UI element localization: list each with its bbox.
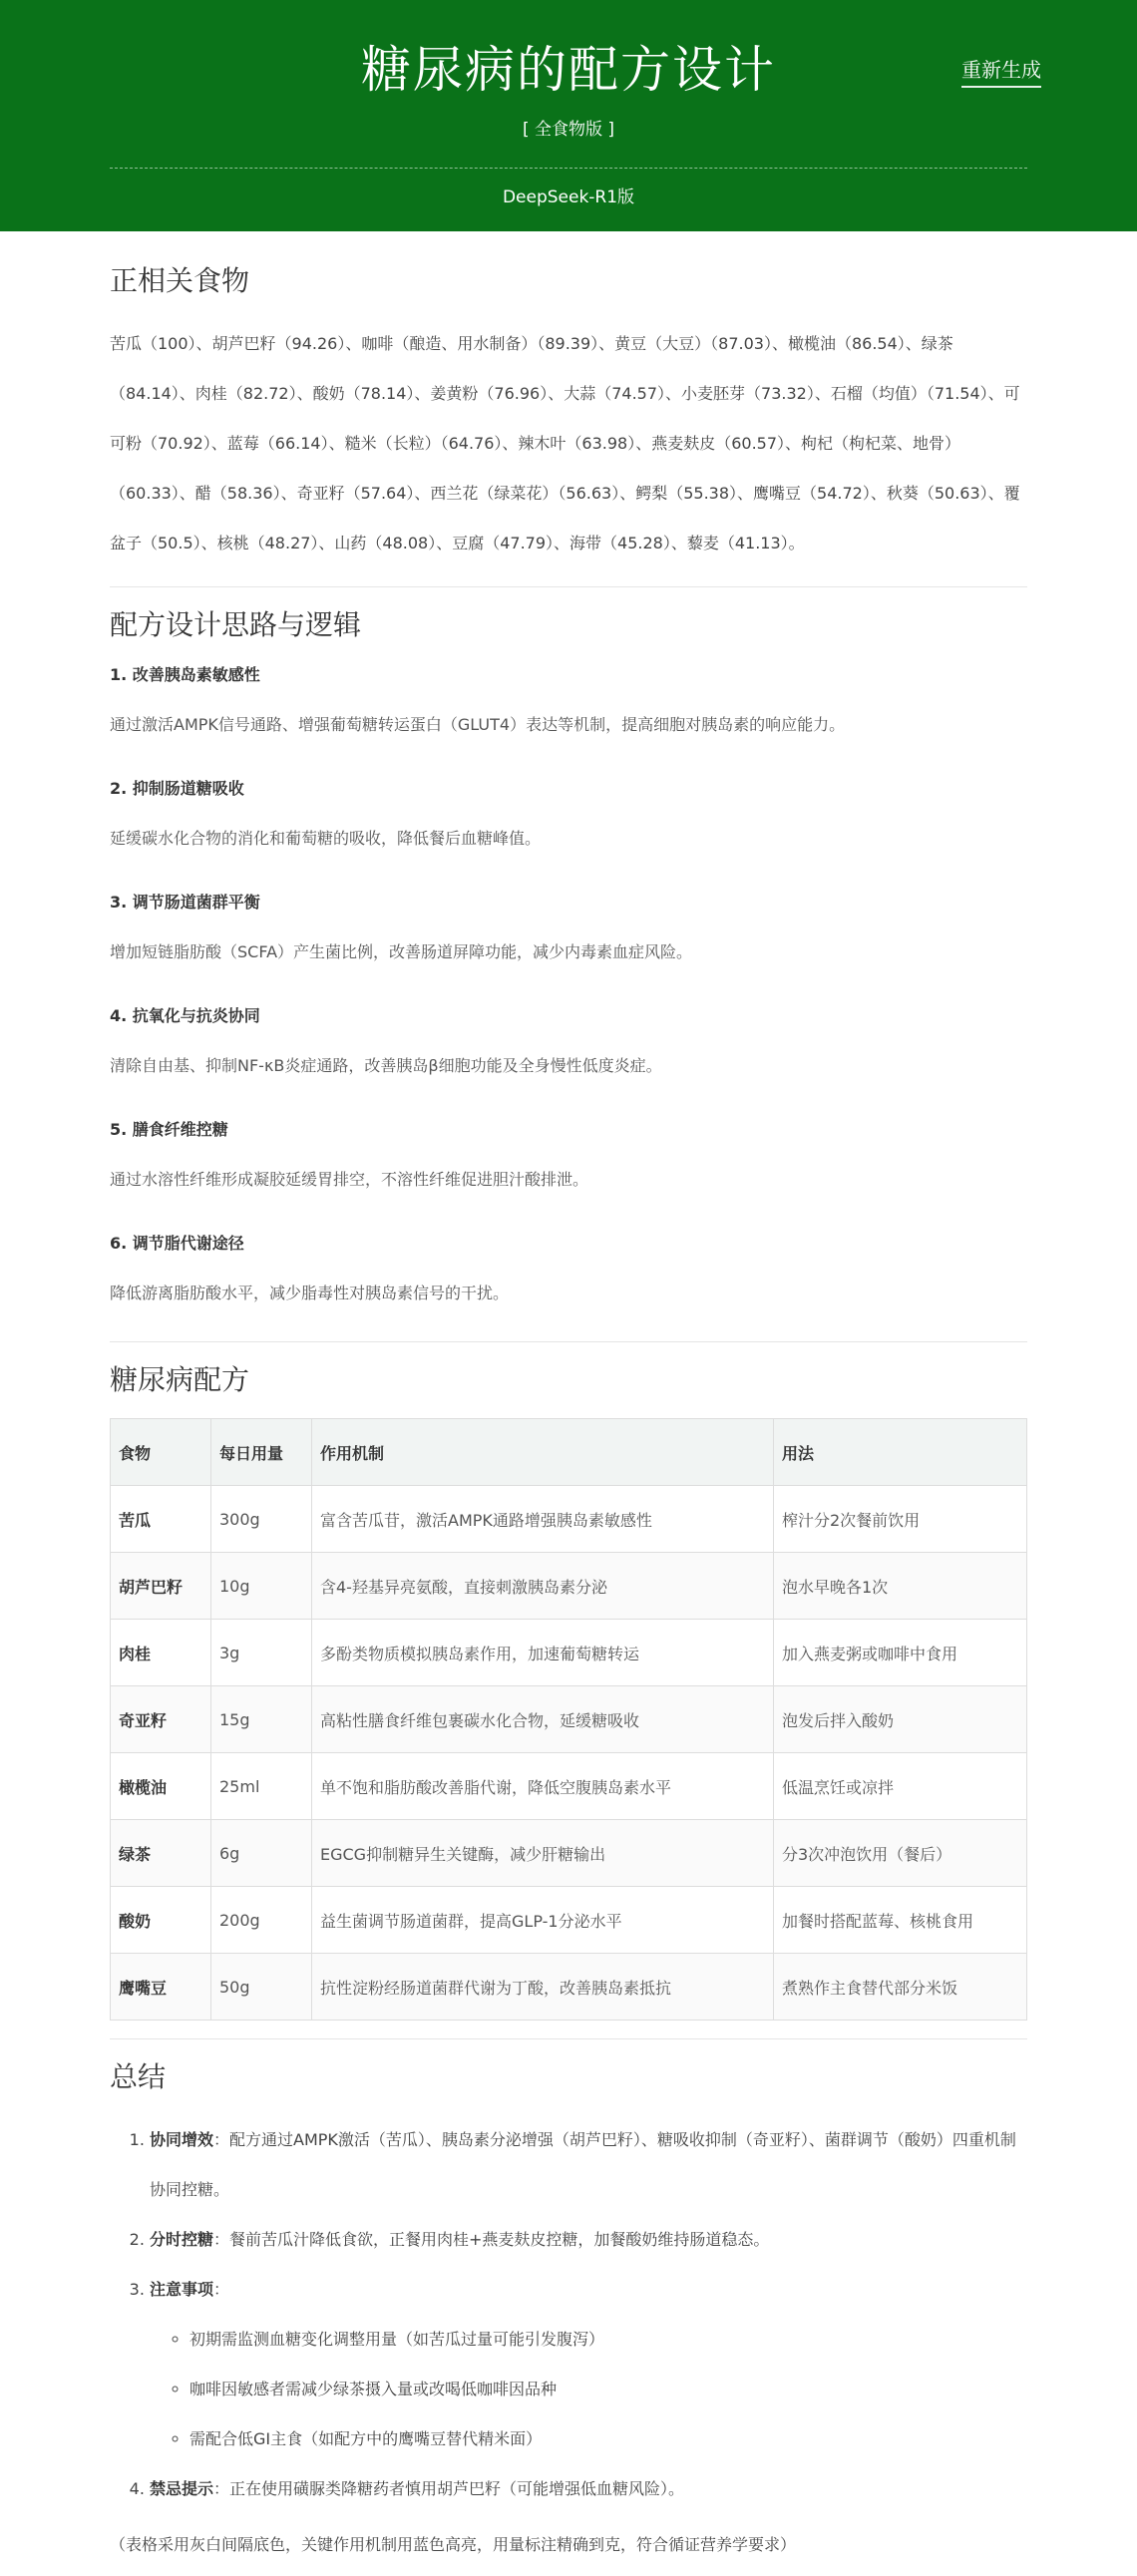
logic-section [110, 605, 1027, 1342]
cell-food: 鹰嘴豆 [111, 1954, 211, 2021]
foods-section [110, 261, 1027, 587]
formula-heading: 糖尿病配方 [110, 1363, 250, 1396]
summary-item-text: ：正在使用磺脲类降糖药者慎用胡芦巴籽（可能增强低血糖风险）。 [213, 2479, 685, 2498]
cell-usage: 榨汁分2次餐前饮用 [774, 1486, 1027, 1553]
logic-point-desc: 通过激活AMPK信号通路、增强葡萄糖转运蛋白（GLUT4）表达等机制，提高细胞对胰岛素的响应能力。 [110, 715, 846, 734]
cell-mechanism: 益生菌调节肠道菌群，提高GLP-1分泌水平 [312, 1887, 774, 1954]
summary-item-text: ： [213, 2280, 230, 2299]
summary-item [150, 2215, 1027, 2265]
table-row [111, 1620, 1027, 1686]
cell-usage: 分3次冲泡饮用（餐后） [774, 1820, 1027, 1887]
logic-point-desc: 通过水溶性纤维形成凝胶延缓胃排空，不溶性纤维促进胆汁酸排泄。 [110, 1170, 589, 1189]
notes-list [150, 2315, 1027, 2464]
logic-point [110, 1118, 1027, 1192]
table-row [111, 1486, 1027, 1553]
logic-point-title: 4. 抗氧化与抗炎协同 [110, 1006, 260, 1025]
cell-mechanism: 单不饱和脂肪酸改善脂代谢，降低空腹胰岛素水平 [312, 1753, 774, 1820]
summary-item-label: 注意事项 [150, 2280, 214, 2299]
summary-item-label: 分时控糖 [150, 2230, 214, 2249]
cell-food: 绿茶 [111, 1820, 211, 1887]
logic-point [110, 891, 1027, 964]
foods-heading: 正相关食物 [110, 264, 250, 297]
main-content [0, 231, 1137, 2576]
cell-usage: 加餐时搭配蓝莓、核桃食用 [774, 1887, 1027, 1954]
logic-point-title: 1. 改善胰岛素敏感性 [110, 665, 260, 684]
table-row [111, 1887, 1027, 1954]
cell-amount: 50g [211, 1954, 312, 2021]
cell-mechanism: EGCG抑制糖异生关键酶，减少肝糖输出 [312, 1820, 774, 1887]
note-item: ◦ 咖啡因敏感者需减少绿茶摄入量或改喝低咖啡因品种 [190, 2365, 1027, 2414]
logic-point-desc: 清除自由基、抑制NF-κB炎症通路，改善胰岛β细胞功能及全身慢性低度炎症。 [110, 1056, 662, 1075]
cell-amount: 25ml [211, 1753, 312, 1820]
logic-point [110, 1232, 1027, 1305]
table-row [111, 1954, 1027, 2021]
note-item: ◦ 初期需监测血糖变化调整用量（如苦瓜过量可能引发腹泻） [190, 2315, 1027, 2365]
table-row [111, 1686, 1027, 1753]
version-label: DeepSeek-R1版 [502, 187, 635, 207]
cell-amount: 15g [211, 1686, 312, 1753]
summary-item-label: 协同增效 [150, 2130, 214, 2149]
column-header: 作用机制 [312, 1419, 774, 1486]
logic-point-desc: 增加短链脂肪酸（SCFA）产生菌比例，改善肠道屏障功能，减少内毒素血症风险。 [110, 942, 693, 961]
page-header [0, 0, 1137, 231]
logic-point-desc: 延缓碳水化合物的消化和葡萄糖的吸收，降低餐后血糖峰值。 [110, 829, 542, 848]
logic-point-title: 2. 抑制肠道糖吸收 [110, 779, 244, 798]
regenerate-button[interactable]: 重新生成 [961, 56, 1041, 88]
cell-food: 酸奶 [111, 1887, 211, 1954]
cell-usage: 煮熟作主食替代部分米饭 [774, 1954, 1027, 2021]
cell-usage: 低温烹饪或凉拌 [774, 1753, 1027, 1820]
summary-item [150, 2115, 1027, 2215]
cell-usage: 泡水早晚各1次 [774, 1553, 1027, 1620]
page-title: 糖尿病的配方设计 [361, 41, 776, 99]
cell-food: 奇亚籽 [111, 1686, 211, 1753]
foods-list-text: 苦瓜（100）、胡芦巴籽（94.26）、咖啡（酿造、用水制备）（89.39）、黄豆（大豆）（87.03）、橄榄油（86.54）、绿茶（84.14）、肉桂（82.72）、酸奶（78.14）、姜黄粉（76.96）、大蒜（74.57）、小麦胚芽（73.32）、石榴（均值）（71.54）、可可粉（70.92）、蓝莓（66.14）、糙米（长粒）（64.76）、辣木叶（63.98）、燕麦麸皮（60.57）、枸杞（枸杞菜、地骨）（60.33）、醋（58.36）、奇亚籽（57.64）、西兰花（绿菜花）（56.63）、鳄梨（55.38）、鹰嘴豆（54.72）、秋葵（50.63）、覆盆子（50.5）、核桃（48.27）、山药（48.08）、豆腐（47.79）、海带（45.28）、藜麦（41.13）。 [110, 334, 1020, 552]
logic-heading: 配方设计思路与逻辑 [110, 608, 362, 641]
cell-mechanism: 富含苦瓜苷，激活AMPK通路增强胰岛素敏感性 [312, 1486, 774, 1553]
summary-heading: 总结 [110, 2060, 167, 2093]
cell-mechanism: 多酚类物质模拟胰岛素作用，加速葡萄糖转运 [312, 1620, 774, 1686]
footnote: （表格采用灰白间隔底色，关键作用机制用蓝色高亮，用量标注精确到克，符合循证营养学要求） [110, 2535, 797, 2554]
cell-mechanism: 抗性淀粉经肠道菌群代谢为丁酸，改善胰岛素抵抗 [312, 1954, 774, 2021]
cell-amount: 6g [211, 1820, 312, 1887]
table-header-row [111, 1419, 1027, 1486]
column-header: 每日用量 [211, 1419, 312, 1486]
note-item: ◦ 需配合低GI主食（如配方中的鹰嘴豆替代精米面） [190, 2414, 1027, 2464]
summary-item-text: ：配方通过AMPK激活（苦瓜）、胰岛素分泌增强（胡芦巴籽）、糖吸收抑制（奇亚籽）、菌群调节（酸奶）四重机制协同控糖。 [150, 2130, 1016, 2199]
cell-mechanism: 高粘性膳食纤维包裹碳水化合物，延缓糖吸收 [312, 1686, 774, 1753]
column-header: 食物 [111, 1419, 211, 1486]
page-subtitle: [ 全食物版 ] [522, 120, 615, 140]
summary-list [110, 2115, 1027, 2514]
cell-amount: 10g [211, 1553, 312, 1620]
logic-point-desc: 降低游离脂肪酸水平，减少脂毒性对胰岛素信号的干扰。 [110, 1284, 510, 1302]
cell-amount: 300g [211, 1486, 312, 1553]
column-header: 用法 [774, 1419, 1027, 1486]
summary-item [150, 2265, 1027, 2464]
table-row [111, 1753, 1027, 1820]
formula-section [110, 1360, 1027, 2039]
cell-food: 苦瓜 [111, 1486, 211, 1553]
cell-food: 橄榄油 [111, 1753, 211, 1820]
cell-amount: 3g [211, 1620, 312, 1686]
table-row [111, 1553, 1027, 1620]
logic-point [110, 777, 1027, 851]
logic-point-title: 3. 调节肠道菌群平衡 [110, 893, 260, 912]
logic-point-title: 5. 膳食纤维控糖 [110, 1120, 228, 1139]
cell-food: 肉桂 [111, 1620, 211, 1686]
table-row [111, 1820, 1027, 1887]
logic-point-title: 6. 调节脂代谢途径 [110, 1234, 244, 1253]
summary-section [110, 2057, 1027, 2576]
summary-item [150, 2464, 1027, 2514]
logic-point [110, 663, 1027, 737]
header-divider [110, 168, 1027, 169]
cell-amount: 200g [211, 1887, 312, 1954]
logic-point [110, 1004, 1027, 1078]
summary-item-label: 禁忌提示 [150, 2479, 214, 2498]
cell-usage: 加入燕麦粥或咖啡中食用 [774, 1620, 1027, 1686]
summary-item-text: ：餐前苦瓜汁降低食欲，正餐用肉桂+燕麦麸皮控糖，加餐酸奶维持肠道稳态。 [213, 2230, 770, 2249]
cell-mechanism: 含4-羟基异亮氨酸，直接刺激胰岛素分泌 [312, 1553, 774, 1620]
cell-usage: 泡发后拌入酸奶 [774, 1686, 1027, 1753]
cell-food: 胡芦巴籽 [111, 1553, 211, 1620]
formula-table [110, 1418, 1027, 2021]
